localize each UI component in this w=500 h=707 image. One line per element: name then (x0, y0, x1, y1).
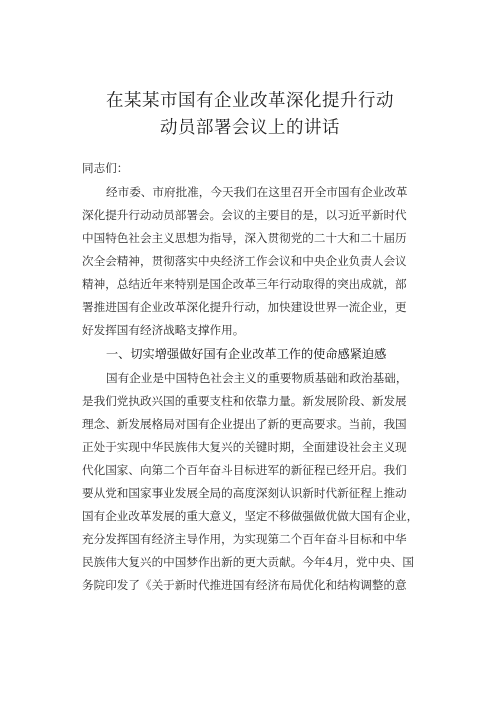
paragraph-1-line: 经市委、市府批准，今天我们在这里召开全市国有企业改革 (106, 185, 408, 199)
paragraph-1-line: 中国特色社会主义思想为指导，深入贯彻党的二十大和二十届历 (82, 231, 407, 245)
paragraph-1-line: 精神，总结近年来特别是国企改革三年行动取得的突出成就，部 (82, 277, 407, 291)
document-title-line-2: 动员部署会议上的讲话 (160, 117, 340, 137)
paragraph-2-line: 是我们党执政兴国的重要支柱和依靠力量。新发展阶段、新发展 (82, 394, 407, 408)
paragraph-2-line: 国有企业改革发展的重大意义，坚定不移做强做优做大国有企业， (82, 509, 419, 523)
paragraph-2-line: 国有企业是中国特色社会主义的重要物质基础和政治基础， (106, 371, 408, 385)
paragraph-2-line: 务院印发了《关于新时代推进国有经济布局优化和结构调整的意 (82, 578, 407, 592)
paragraph-2-line: 正处于实现中华民族伟大复兴的关键时期，全面建设社会主义现 (82, 440, 407, 454)
paragraph-2-line: 充分发挥国有经济主导作用，为实现第二个百年奋斗目标和中华 (82, 532, 407, 546)
paragraph-2-line: 民族伟大复兴的中国梦作出新的更大贡献。今年4月，党中央、国 (82, 555, 415, 569)
paragraph-2-line: 理念、新发展格局对国有企业提出了新的更高要求。当前，我国 (82, 417, 407, 431)
paragraph-2-line: 代化国家、向第二个百年奋斗目标进军的新征程已经开启。我们 (82, 463, 407, 477)
paragraph-1-line: 署推进国有企业改革深化提升行动，加快建设世界一流企业，更 (82, 300, 407, 314)
paragraph-1-line: 好发挥国有经济战略支撑作用。 (82, 323, 245, 337)
section-1-heading: 一、切实增强做好国有企业改革工作的使命感紧迫感 (106, 347, 387, 361)
paragraph-2-line: 要从党和国家事业发展全局的高度深刻认识新时代新征程上推动 (82, 486, 407, 500)
document-title-line-1: 在某某市国有企业改革深化提升行动 (106, 90, 394, 110)
paragraph-1-line: 深化提升行动动员部署会。会议的主要目的是，以习近平新时代 (82, 208, 407, 222)
salutation: 同志们： (82, 161, 129, 175)
paragraph-1-line: 次全会精神，贯彻落实中央经济工作会议和中央企业负责人会议 (82, 254, 407, 268)
